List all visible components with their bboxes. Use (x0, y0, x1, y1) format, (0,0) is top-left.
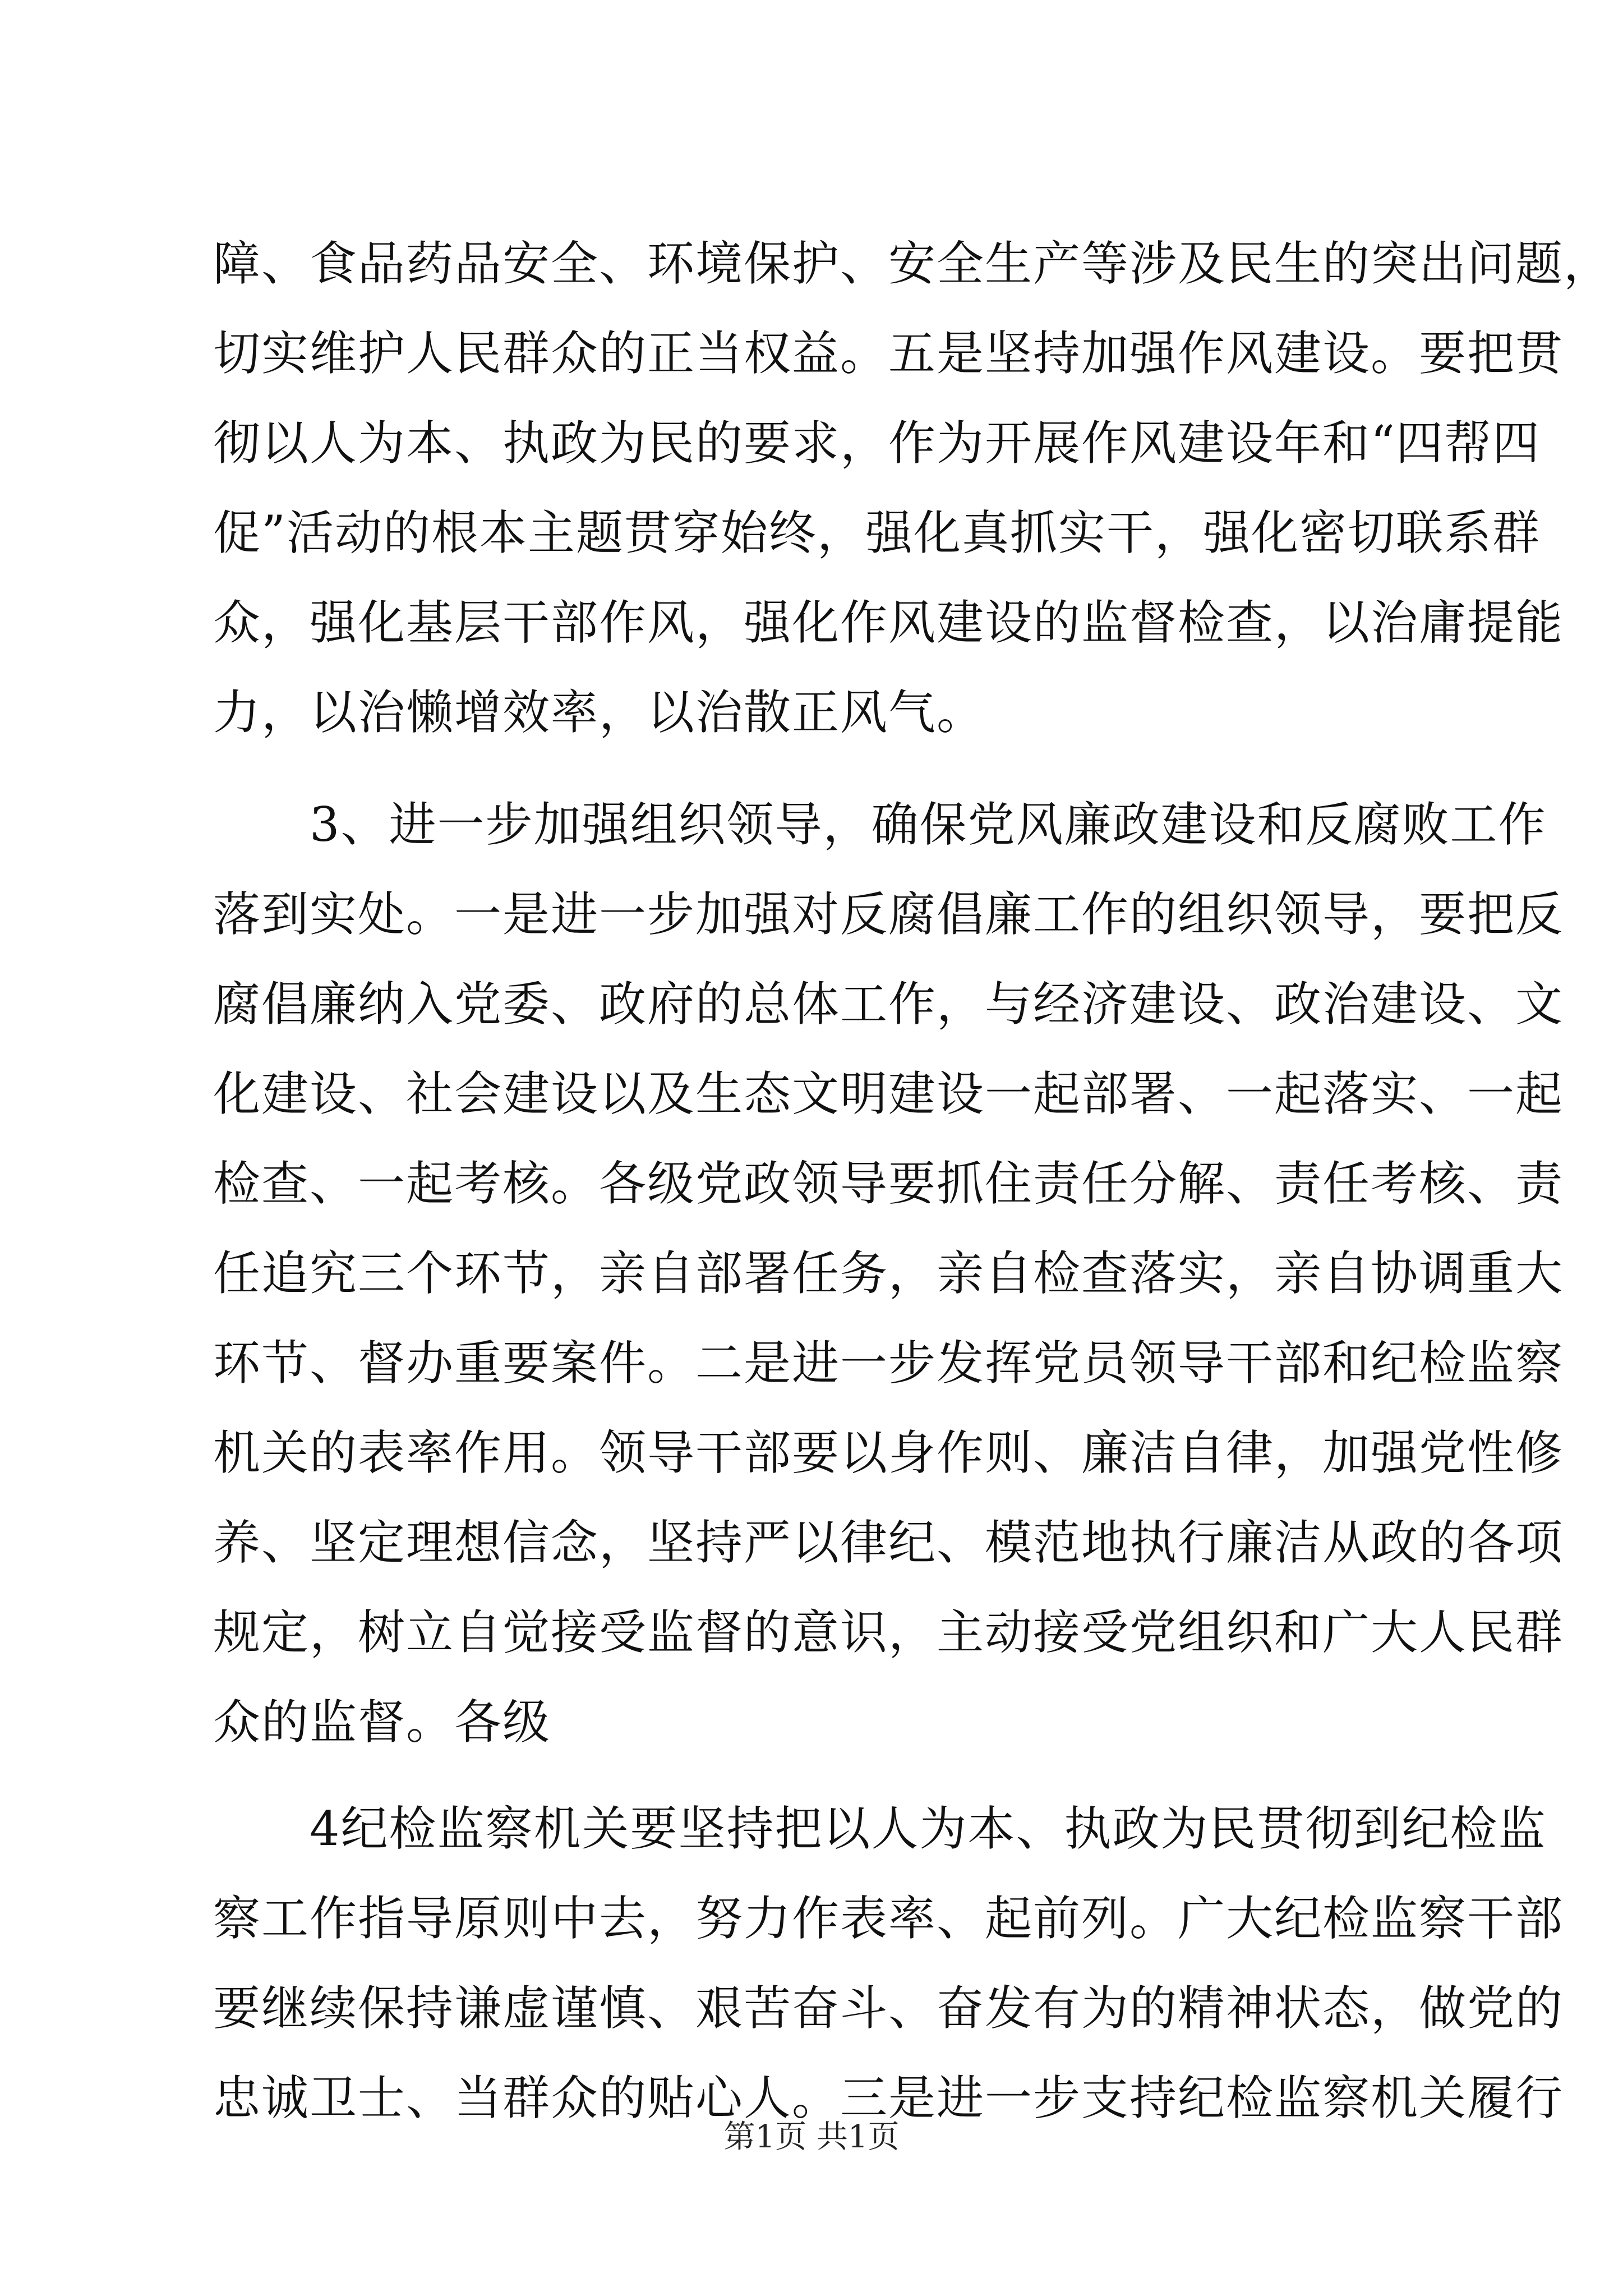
text-line: 规定，树立自觉接受监督的意识，主动接受党组织和广大人民群 (213, 1605, 1564, 1660)
text-line: 4纪检监察机关要坚持把以人为本、执政为民贯彻到纪检监 (213, 1801, 1547, 1856)
text-line: 任追究三个环节，亲自部署任务，亲自检查落实，亲自协调重大 (213, 1246, 1564, 1301)
text-line: 众的监督。各级 (213, 1695, 551, 1750)
text-line: 彻以人为本、执政为民的要求，作为开展作风建设年和“四帮四 (213, 416, 1541, 471)
text-line: 化建设、社会建设以及生态文明建设一起部署、一起落实、一起 (213, 1066, 1564, 1121)
page-footer: 第1页 共1页 (723, 2119, 900, 2155)
text-line: 腐倡廉纳入党委、政府的总体工作，与经济建设、政治建设、文 (213, 977, 1564, 1032)
text-line: 力，以治懒增效率，以治散正风气。 (213, 685, 985, 740)
text-line: 察工作指导原则中去，努力作表率、起前列。广大纪检监察干部 (213, 1891, 1564, 1946)
text-line: 3、进一步加强组织领导，确保党风廉政建设和反腐败工作 (213, 797, 1547, 852)
text-line: 促”活动的根本主题贯穿始终，强化真抓实干，强化密切联系群 (213, 505, 1541, 560)
text-line: 检查、一起考核。各级党政领导要抓住责任分解、责任考核、责 (213, 1156, 1564, 1211)
text-line: 障、食品药品安全、环境保护、安全生产等涉及民生的突出问题， (213, 236, 1612, 291)
text-line: 落到实处。一是进一步加强对反腐倡廉工作的组织领导，要把反 (213, 887, 1564, 942)
text-line: 环节、督办重要案件。二是进一步发挥党员领导干部和纪检监察 (213, 1336, 1564, 1391)
text-line: 忠诚卫士、当群众的贴心人。三是进一步支持纪检监察机关履行 (213, 2070, 1564, 2125)
text-line: 养、坚定理想信念，坚持严以律纪、模范地执行廉洁从政的各项 (213, 1515, 1564, 1570)
text-line: 众，强化基层干部作风，强化作风建设的监督检查，以治庸提能 (213, 595, 1564, 650)
text-line: 机关的表率作用。领导干部要以身作则、廉洁自律，加强党性修 (213, 1425, 1564, 1480)
text-line: 要继续保持谦虚谨慎、艰苦奋斗、奋发有为的精神状态，做党的 (213, 1981, 1564, 2036)
text-line: 切实维护人民群众的正当权益。五是坚持加强作风建设。要把贯 (213, 326, 1564, 381)
